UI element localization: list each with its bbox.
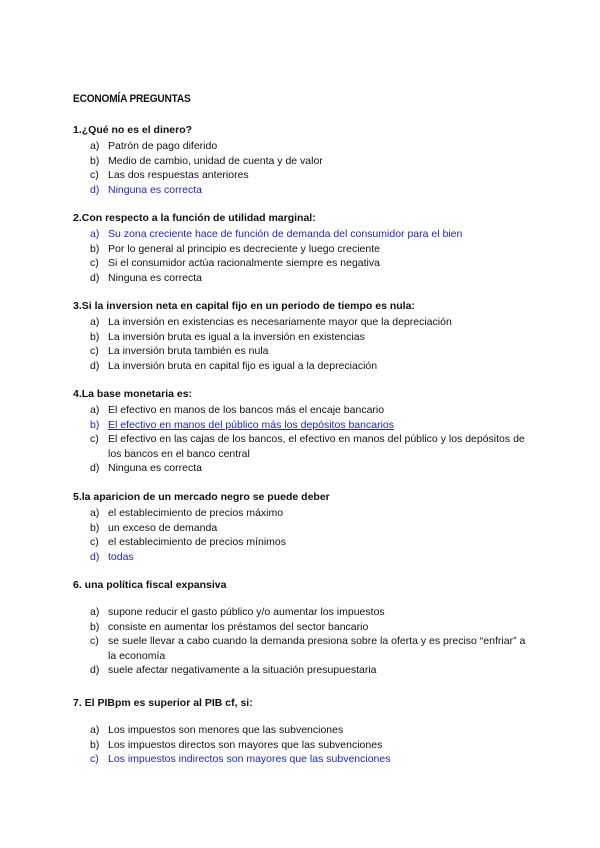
option-a: a) Patrón de pago diferido (90, 140, 218, 152)
question-7 (73, 697, 533, 767)
question-1 (73, 124, 533, 197)
option-b: b) consiste en aumentar los préstamos del sector bancario (90, 620, 369, 633)
question-6 (73, 579, 533, 678)
option-list (73, 506, 533, 564)
option-list (73, 403, 533, 476)
option-b: b) un exceso de demanda (90, 521, 218, 534)
question-title: 3.Si la inversion neta en capital fijo en un periodo de tiempo es nula: (73, 300, 415, 312)
option-c: c) se suele llevar a cabo cuando la demanda presiona sobre la oferta y es preciso “enfriar” a la economía (90, 635, 526, 662)
option-b: b) La inversión bruta es igual a la inversión en existencias (90, 330, 365, 343)
question-3 (73, 300, 533, 373)
option-list (73, 139, 533, 197)
option-a: a) El efectivo en manos de los bancos más el encaje bancario (90, 404, 385, 416)
option-a-correct: a) Su zona creciente hace de función de demanda del consumidor para el bien (90, 228, 463, 240)
question-2 (73, 212, 533, 285)
option-d: d) Ninguna es correcta (90, 462, 202, 475)
option-c: c) Las dos respuestas anteriores (90, 169, 249, 182)
question-title: 2.Con respecto a la función de utilidad marginal: (73, 212, 316, 224)
question-title: 5.la aparicion de un mercado negro se puede deber (73, 491, 330, 503)
option-d: d) suele afectar negativamente a la situación presupuestaria (90, 664, 377, 677)
question-title: 1.¿Qué no es el dinero? (73, 124, 193, 136)
option-list (73, 315, 533, 373)
option-b-correct: b) El efectivo en manos del público más los depósitos bancarios (90, 418, 394, 431)
option-a: a) La inversión en existencias es necesariamente mayor que la depreciación (90, 316, 452, 328)
question-title: 6. una política fiscal expansiva (73, 579, 227, 591)
option-d-correct: d) todas (90, 550, 134, 563)
option-a: a) Los impuestos son menores que las subvenciones (90, 724, 344, 736)
option-c: c) el establecimiento de precios mínimos (90, 536, 286, 549)
document-title: ECONOMÍA PREGUNTAS (73, 93, 191, 105)
question-5 (73, 491, 533, 564)
option-d-correct: d) Ninguna es correcta (90, 183, 202, 196)
question-title: 7. El PIBpm es superior al PIB cf, si: (73, 697, 253, 709)
option-a: a) supone reducir el gasto público y/o aumentar los impuestos (90, 606, 385, 618)
question-title: 4.La base monetaria es: (73, 388, 193, 400)
option-d: d) Ninguna es correcta (90, 271, 202, 284)
option-c-correct: c) Los impuestos indirectos son mayores que las subvenciones (90, 753, 391, 766)
option-list (73, 605, 533, 678)
option-c: c) Si el consumidor actúa racionalmente siempre es negativa (90, 257, 380, 270)
option-c: c) El efectivo en las cajas de los bancos, el efectivo en manos del público y los depósitos de los bancos en el banco central (90, 433, 525, 460)
question-4 (73, 388, 533, 476)
option-a: a) el establecimiento de precios máximo (90, 507, 284, 519)
option-list (73, 723, 533, 767)
option-c: c) La inversión bruta también es nula (90, 345, 269, 358)
option-b: b) Medio de cambio, unidad de cuenta y de valor (90, 154, 323, 167)
option-list (73, 227, 533, 285)
option-b: b) Por lo general al principio es decreciente y luego creciente (90, 242, 380, 255)
option-d: d) La inversión bruta en capital fijo es igual a la depreciación (90, 359, 378, 372)
option-b: b) Los impuestos directos son mayores que las subvenciones (90, 738, 383, 751)
